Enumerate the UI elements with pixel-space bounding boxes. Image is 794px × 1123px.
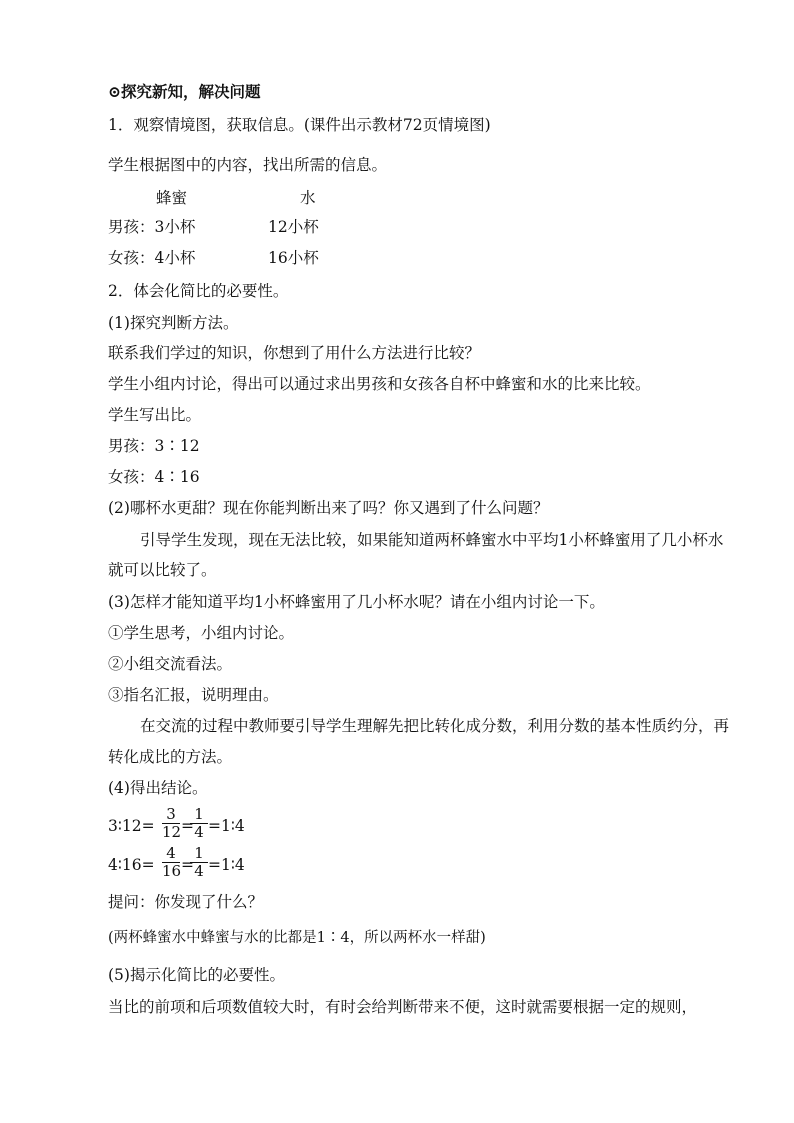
fraction-numerator: 3	[162, 806, 180, 824]
substep-1-question: 联系我们学过的知识，你想到了用什么方法进行比较？	[108, 344, 481, 362]
equation-2-fraction-2	[190, 845, 208, 880]
fraction-denominator: 4	[194, 862, 204, 880]
equation-2-equals: =	[181, 856, 194, 874]
expected-answer: (两杯蜂蜜水中蜂蜜与水的比都是1∶4，所以两杯水一样甜)	[108, 930, 486, 946]
substep-1-write: 学生写出比。	[108, 406, 202, 424]
find-info-text: 学生根据图中的内容，找出所需的信息。	[108, 156, 388, 174]
substep-1-discussion: 学生小组内讨论，得出可以通过求出男孩和女孩各自杯中蜂蜜和水的比来比较。	[108, 375, 651, 393]
substep-3-item-b: ②小组交流看法。	[108, 655, 233, 673]
step-1: 1．观察情境图，获取信息。(课件出示教材72页情境图)	[108, 116, 491, 134]
substep-3-note-line1: 在交流的过程中教师要引导学生理解先把比转化成分数，利用分数的基本性质约分，再	[140, 717, 730, 735]
fraction-numerator: 4	[162, 845, 180, 863]
table-cell-girl-water: 16小杯	[268, 249, 319, 267]
substep-3-note-line2: 转化成比的方法。	[108, 748, 233, 766]
substep-3-item-c: ③指名汇报，说明理由。	[108, 686, 279, 704]
teacher-question: 提问：你发现了什么？	[108, 893, 264, 911]
equation-1-rhs: =1∶4	[208, 817, 245, 835]
section-heading: ⊙探究新知，解决问题	[108, 82, 261, 101]
table-row-boy: 男孩：3小杯	[108, 218, 196, 236]
substep-3-item-a: ①学生思考，小组内讨论。	[108, 624, 295, 642]
equation-1-fraction-2	[190, 806, 208, 841]
substep-4-title: (4)得出结论。	[108, 779, 208, 797]
equation-2-lhs: 4∶16=	[108, 856, 155, 874]
equation-1-fraction-1	[162, 806, 180, 841]
fraction-numerator: 1	[190, 845, 208, 863]
fraction-denominator: 12	[162, 823, 182, 841]
equation-2-fraction-1	[162, 845, 180, 880]
substep-5-text: 当比的前项和后项数值较大时，有时会给判断带来不便，这时就需要根据一定的规则，	[108, 998, 698, 1016]
substep-3-question: (3)怎样才能知道平均1小杯蜂蜜用了几小杯水呢？请在小组内讨论一下。	[108, 593, 605, 611]
fraction-denominator: 4	[194, 823, 204, 841]
equation-1-equals: =	[181, 817, 194, 835]
ratio-girl: 女孩：4∶16	[108, 468, 200, 486]
ratio-boy: 男孩：3∶12	[108, 437, 200, 455]
substep-2-guide-line2: 就可以比较了。	[108, 561, 217, 579]
table-header-honey: 蜂蜜	[156, 189, 188, 207]
equation-1-lhs: 3∶12=	[108, 817, 155, 835]
fraction-numerator: 1	[190, 806, 208, 824]
substep-2-guide-line1: 引导学生发现，现在无法比较，如果能知道两杯蜂蜜水中平均1小杯蜂蜜用了几小杯水	[140, 531, 724, 549]
equation-2-rhs: =1∶4	[208, 856, 245, 874]
substep-2-question: (2)哪杯水更甜？现在你能判断出来了吗？你又遇到了什么问题？	[108, 499, 549, 517]
table-header-water: 水	[300, 189, 316, 207]
step-2: 2．体会化简比的必要性。	[108, 282, 289, 300]
fraction-denominator: 16	[162, 862, 182, 880]
substep-5-title: (5)揭示化简比的必要性。	[108, 966, 285, 984]
table-row-girl: 女孩：4小杯	[108, 249, 196, 267]
substep-1-title: (1)探究判断方法。	[108, 314, 239, 332]
table-cell-boy-water: 12小杯	[268, 218, 319, 236]
